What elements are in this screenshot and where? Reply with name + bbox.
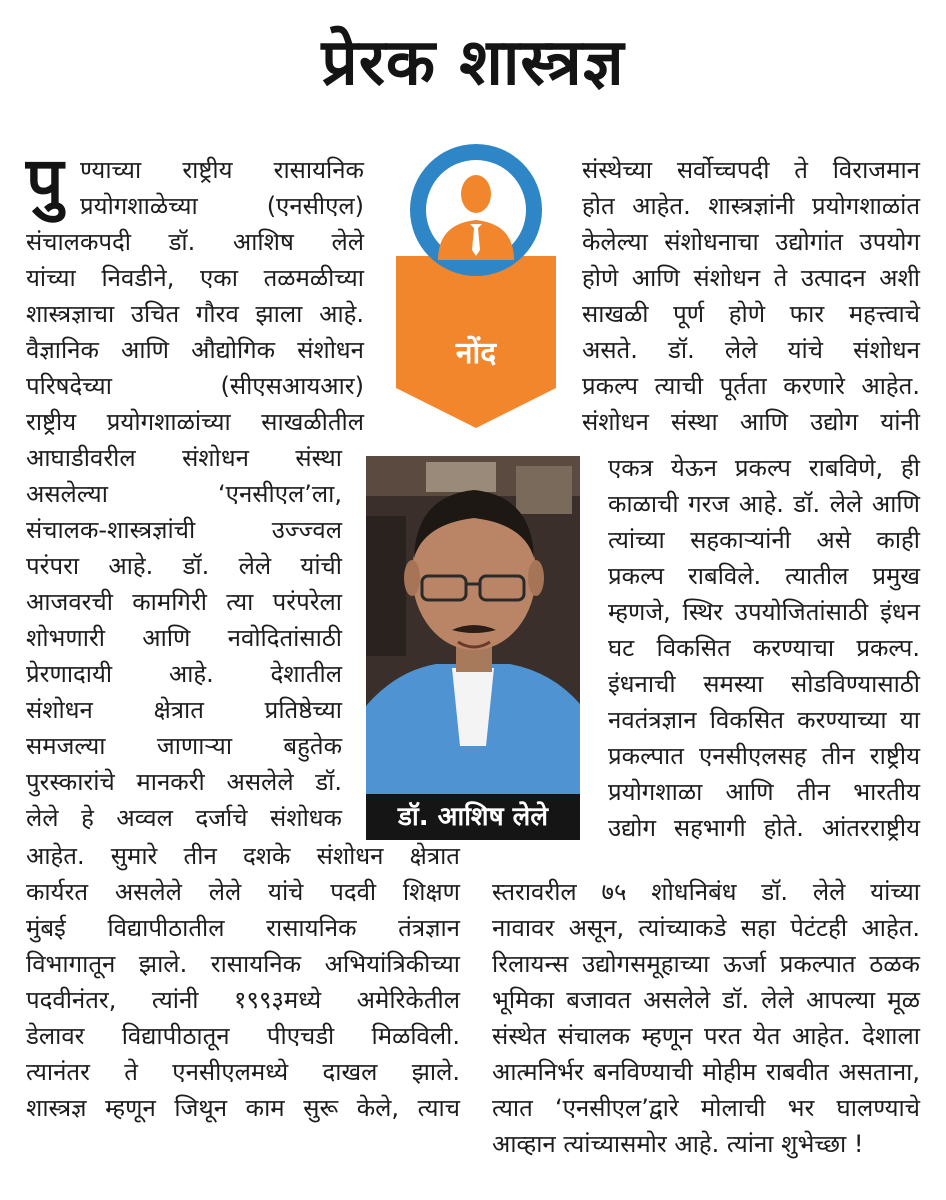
text-line: यांच्या निवडीने, एका तळमळीच्या	[26, 264, 364, 292]
text-line: आहेत. सुमारे तीन दशके संशोधन क्षेत्रात	[26, 842, 460, 870]
page-title: प्रेरक शास्त्रज्ञ	[321, 26, 625, 100]
text-line: उद्योग सहभागी होते. आंतरराष्ट्रीय	[608, 814, 920, 842]
text-line: शास्त्रज्ञ म्हणून जिथून काम सुरू केले, त्याच	[26, 1094, 460, 1122]
text-line: संचालक-शास्त्रज्ञांची उज्ज्वल	[26, 516, 342, 544]
text-line: रिलायन्स उद्योगसमूहाच्या ऊर्जा प्रकल्पात ठळक	[492, 950, 920, 978]
text-line: इंधनाची समस्या सोडविण्यासाठी	[608, 670, 920, 698]
text-line: शोभणारी आणि नवोदितांसाठी	[26, 624, 342, 652]
text-line: त्यात ‘एनसीएल’द्वारे मोलाची भर घालण्याचे	[492, 1094, 920, 1122]
text-line: पुरस्कारांचे मानकरी असलेले डॉ.	[26, 768, 342, 796]
text-line: विभागातून झाले. रासायनिक अभियांत्रिकीच्या	[26, 950, 460, 978]
text-line: संचालकपदी डॉ. आशिष लेले	[26, 228, 364, 256]
text-line: पदवीनंतर, त्यांनी १९९३मध्ये अमेरिकेतील	[26, 986, 460, 1014]
text-line: केलेल्या संशोधनाचा उद्योगांत उपयोग	[582, 228, 920, 256]
text-line: एकत्र येऊन प्रकल्प राबविणे, ही	[608, 454, 920, 482]
photo-caption: डॉ. आशिष लेले	[366, 794, 580, 840]
text-line: परिषदेच्या (सीएसआयआर)	[26, 372, 364, 400]
text-line: घट विकसित करण्याचा प्रकल्प.	[608, 634, 920, 662]
text-line: आघाडीवरील संशोधन संस्था	[26, 444, 342, 472]
text-line: आजवरची कामगिरी त्या परंपरेला	[26, 588, 342, 616]
note-badge	[386, 138, 566, 434]
text-line: डेलावर विद्यापीठातून पीएचडी मिळविली.	[26, 1022, 460, 1050]
text-line: म्हणजे, स्थिर उपयोजितांसाठी इंधन	[608, 598, 920, 626]
text-line: त्यानंतर ते एनसीएलमध्ये दाखल झाले.	[26, 1058, 460, 1086]
text-line: असते. डॉ. लेले यांचे संशोधन	[582, 336, 920, 364]
text-line: समजल्या जाणाऱ्या बहुतेक	[26, 732, 342, 760]
text-line: परंपरा आहे. डॉ. लेले यांची	[26, 552, 342, 580]
text-line: होणे आणि संशोधन ते उत्पादन अशी	[582, 264, 920, 292]
portrait-photo	[366, 456, 580, 840]
text-line: नवतंत्रज्ञान विकसित करण्याच्या या	[608, 706, 920, 734]
drop-cap: पु	[26, 143, 64, 220]
text-line: संशोधन संस्था आणि उद्योग यांनी	[582, 408, 920, 436]
text-line: त्यांच्या सहकाऱ्यांनी असे काही	[608, 526, 920, 554]
text-line: प्रेरणादायी आहे. देशातील	[26, 660, 342, 688]
text-line: स्तरावरील ७५ शोधनिबंध डॉ. लेले यांच्या	[492, 878, 920, 906]
portrait-image	[366, 456, 580, 840]
text-line: कार्यरत असलेले लेले यांचे पदवी शिक्षण	[26, 878, 460, 906]
text-line: वैज्ञानिक आणि औद्योगिक संशोधन	[26, 336, 364, 364]
text-line: होत आहेत. शास्त्रज्ञांनी प्रयोगशाळांत	[582, 192, 920, 220]
text-line: नावावर असून, त्यांच्याकडे सहा पेटंटही आहेत.	[492, 914, 920, 942]
text-line: लेले हे अव्वल दर्जाचे संशोधक	[26, 804, 342, 832]
text-line: ण्याच्या राष्ट्रीय रासायनिक	[80, 156, 364, 184]
text-line: प्रयोगशाळेच्या (एनसीएल)	[80, 192, 364, 220]
text-line: साखळी पूर्ण होणे फार महत्त्वाचे	[582, 300, 920, 328]
text-line: असलेल्या ‘एनसीएल’ला,	[26, 480, 342, 508]
text-line: संस्थेत संचालक म्हणून परत येत आहेत. देशाला	[492, 1022, 920, 1050]
text-line: मुंबई विद्यापीठातील रासायनिक तंत्रज्ञान	[26, 914, 460, 942]
text-line: प्रयोगशाळा आणि तीन भारतीय	[608, 778, 920, 806]
text-line: शास्त्रज्ञाचा उचित गौरव झाला आहे.	[26, 300, 364, 328]
text-line: आत्मनिर्भर बनविण्याची मोहीम राबवीत असताना,	[492, 1058, 920, 1086]
text-line: संस्थेच्या सर्वोच्चपदी ते विराजमान	[582, 156, 920, 184]
badge-label: नोंद	[455, 336, 497, 371]
text-line: काळाची गरज आहे. डॉ. लेले आणि	[608, 490, 920, 518]
text-line: प्रकल्प त्याची पूर्तता करणारे आहेत.	[582, 372, 920, 400]
text-line: राष्ट्रीय प्रयोगशाळांच्या साखळीतील	[26, 408, 364, 436]
text-line: प्रकल्पात एनसीएलसह तीन राष्ट्रीय	[608, 742, 920, 770]
text-line: संशोधन क्षेत्रात प्रतिष्ठेच्या	[26, 696, 342, 724]
badge-graphic	[386, 138, 566, 434]
text-line: प्रकल्प राबविले. त्यातील प्रमुख	[608, 562, 920, 590]
text-line: आव्हान त्यांच्यासमोर आहे. त्यांना शुभेच्छा !	[492, 1130, 864, 1158]
text-line: भूमिका बजावत असलेले डॉ. लेले आपल्या मूळ	[492, 986, 920, 1014]
